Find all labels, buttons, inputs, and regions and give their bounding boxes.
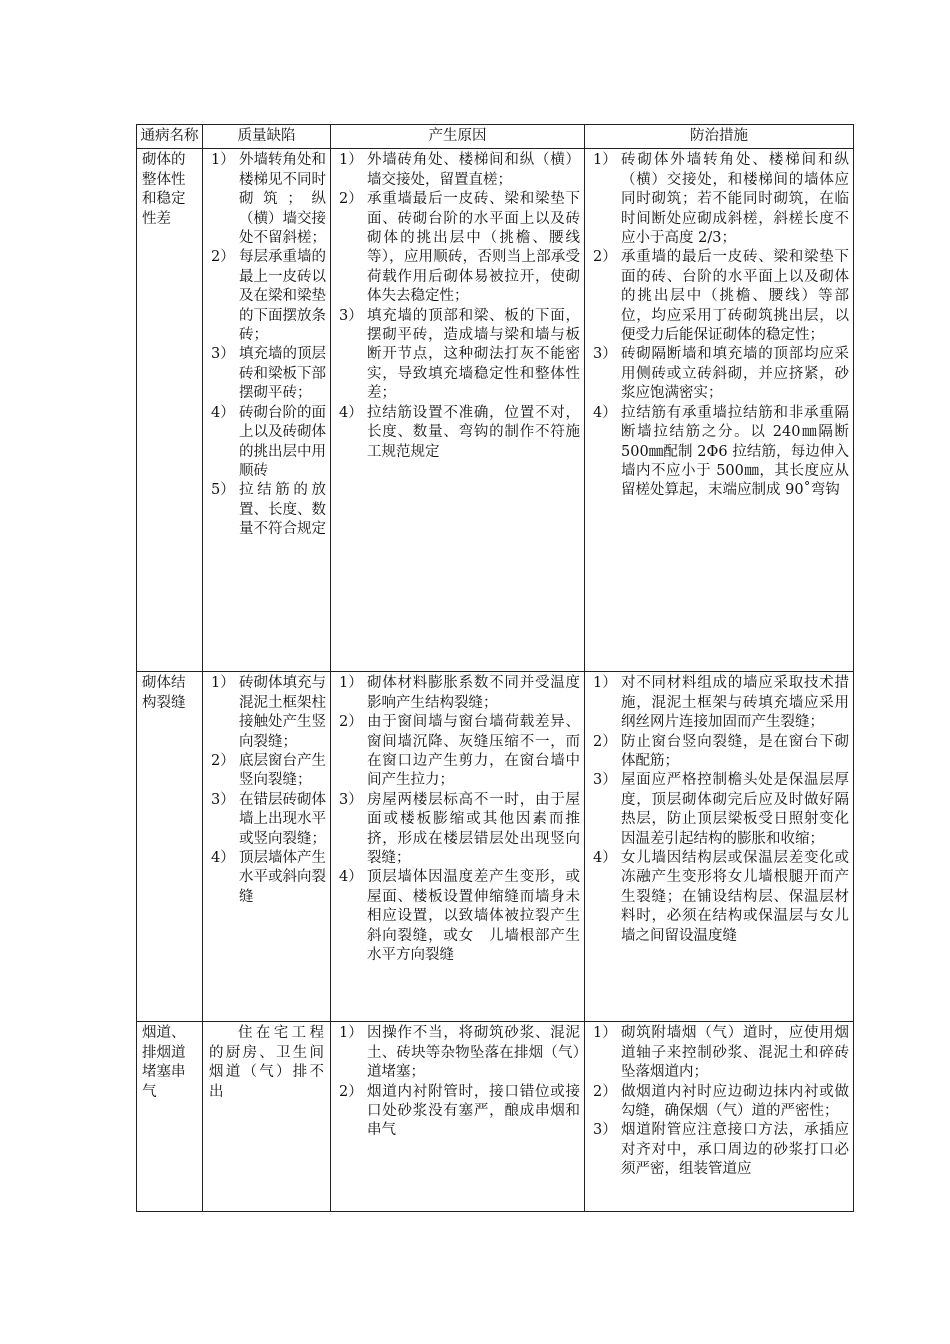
list-item: 1） 因操作不当，将砌筑砂浆、混泥土、砖块等杂物坠落在排烟（气）道堵塞； [339, 1025, 580, 1081]
list-item: 3） 房屋两楼层标高不一时，由于屋面或楼板膨缩或其他因素而推挤，形成在楼层错层处出现竖向裂缝； [339, 791, 580, 867]
measures-cell [585, 149, 854, 672]
list-item: 2） 由于窗间墙与窗台墙荷载差异、窗间墙沉降、灰缝压缩不一，而在窗口边产生剪力，在窗台墙中间产生拉力； [339, 714, 580, 789]
list-item: 2） 烟道内衬附管时，接口错位或接口处砂浆没有塞严，酿成串烟和串气 [339, 1083, 580, 1139]
list-item: 1） 外墙砖角处、楼梯间和纵（横）墙交接处，留置直槎； [339, 152, 580, 188]
list-item: 3） 屋面应严格控制檐头处是保温层厚度，顶层砌体砌完后应及时做好隔热层，防止顶层梁板受日照射变化因温差引起结构的膨胀和收缩； [593, 772, 849, 847]
measures-cell [585, 1022, 854, 1212]
list-item: 1） 砌体材料膨胀系数不同并受温度影响产生结构裂缝； [339, 675, 580, 711]
list-item: 1） 砖砌体外墙转角处、楼梯间和纵（横）交接处，和楼梯间的墙体应同时砌筑；若不能同时砌筑，在临时间断处应砌成斜槎，斜槎长度不应小于高度 2/3； [593, 152, 849, 247]
defect-name: 砌体结构裂缝 [137, 672, 203, 1022]
table-row [137, 1022, 854, 1212]
defects-cell [203, 1022, 331, 1212]
list-item: 4） 女儿墙因结构层或保温层差变化或冻融产生变形将女儿墙根腿开而产生裂缝；在铺设结构层、保温层材料时，必须在结构或保温层与女儿墙之间留设温度缝 [593, 850, 849, 944]
header-name: 通病名称 [137, 125, 203, 149]
quality-defects-table [136, 124, 854, 1212]
header-measures: 防治措施 [585, 125, 854, 149]
list-item: 3） 在错层砖砌体墙上出现水平或竖向裂缝； [211, 791, 326, 847]
causes-cell [331, 672, 585, 1022]
defect-name: 砌体的整体性和稳定性差 [137, 149, 203, 672]
list-item: 2） 承重墙的最后一皮砖、梁和梁垫下面的砖、台阶的水平面上以及砌体的挑出层中（挑檐、腰线）等部位，均应采用丁砖砌筑挑出层，以便受力后能保证砌体的稳定性； [593, 249, 849, 344]
list-item: 2） 每层承重墙的最上一皮砖以及在梁和梁垫的下面摆放条砖； [211, 249, 326, 344]
list-item: 4） 拉结筋有承重墙拉结筋和非承重隔断墙拉结筋之分。以 240㎜隔断 500㎜配制 2Φ6 拉结筋，每边伸入墙内不应小于 500㎜，其长度应从留槎处算起，末端应制成 90˚弯钩 [593, 404, 849, 499]
list-item: 4） 顶层墙体因温度差产生变形，或屋面、楼板设置伸缩缝而墙身未相应设置，以致墙体被拉裂产生斜向裂缝，或女 儿墙根部产生水平方向裂缝 [339, 869, 580, 964]
defect-name: 烟道、排烟道堵塞串气 [137, 1022, 203, 1212]
list-item: 2） 做烟道内衬时应边砌边抹内衬或做勾缝，确保烟（气）道的严密性； [593, 1083, 849, 1120]
list-item: 1） 砖砌体填充与混泥土框架柱接触处产生竖向裂缝； [211, 675, 326, 750]
defects-cell [203, 672, 331, 1022]
defects-cell [203, 149, 331, 672]
table-row [137, 149, 854, 672]
list-item: 3） 砖砌隔断墙和填充墙的顶部均应采用侧砖或立砖斜砌，并应挤紧，砂浆应饱满密实； [593, 346, 849, 402]
list-item: 2） 防止窗台竖向裂缝，是在窗台下砌体配筋； [593, 733, 849, 770]
measures-cell [585, 672, 854, 1022]
header-causes: 产生原因 [331, 125, 585, 149]
table-header-row [137, 125, 854, 149]
list-item: 1） 外墙转角处和楼梯见不同时砌筑；纵（横）墙交接处不留斜槎； [211, 152, 326, 247]
list-item: 2） 承重墙最后一皮砖、梁和梁垫下面、砖砌台阶的水平面上以及砖砌体的挑出层中（挑檐、腰线等），应用顺砖，否则当上部承受荷载作用后砌体易被拉开，使砌体失去稳定性； [339, 191, 580, 305]
list-item: 1） 对不同材料组成的墙应采取技术措施，混泥土框架与砖填充墙应采用纲丝网片连接加固而产生裂缝； [593, 675, 849, 731]
list-item: 3） 填充墙的顶层砖和梁板下部摆砌平砖； [211, 346, 326, 402]
list-item: 1） 砌筑附墙烟（气）道时，应使用烟道轴子来控制砂浆、混泥土和碎砖坠落烟道内； [593, 1025, 849, 1081]
list-item: 3） 烟道附管应注意接口方法，承插应对齐对中，承口周边的砂浆打口必须严密，组装管道应 [593, 1122, 849, 1178]
list-item: 5） 拉结筋的放置、长度、数量不符合规定 [211, 482, 326, 538]
defect-text: 住在宅工程的厨房、卫生间烟道（气）排不出 [209, 1025, 324, 1100]
list-item: 3） 填充墙的顶部和梁、板的下面，摆砌平砖，造成墙与梁和墙与板断开节点，这种砌法打灰不能密实，导致填充墙稳定性和整体性差； [339, 307, 580, 402]
list-item: 4） 拉结筋设置不准确，位置不对，长度、数量、弯钩的制作不符施工规范规定 [339, 404, 580, 460]
header-defects: 质量缺陷 [203, 125, 331, 149]
causes-cell [331, 1022, 585, 1212]
list-item: 4） 顶层墙体产生水平或斜向裂缝 [211, 850, 326, 905]
list-item: 2） 底层窗台产生竖向裂缝； [211, 753, 326, 789]
table-row [137, 672, 854, 1022]
causes-cell [331, 149, 585, 672]
list-item: 4） 砖砌台阶的面上以及砖砌体的挑出层中用顺砖 [211, 404, 326, 479]
